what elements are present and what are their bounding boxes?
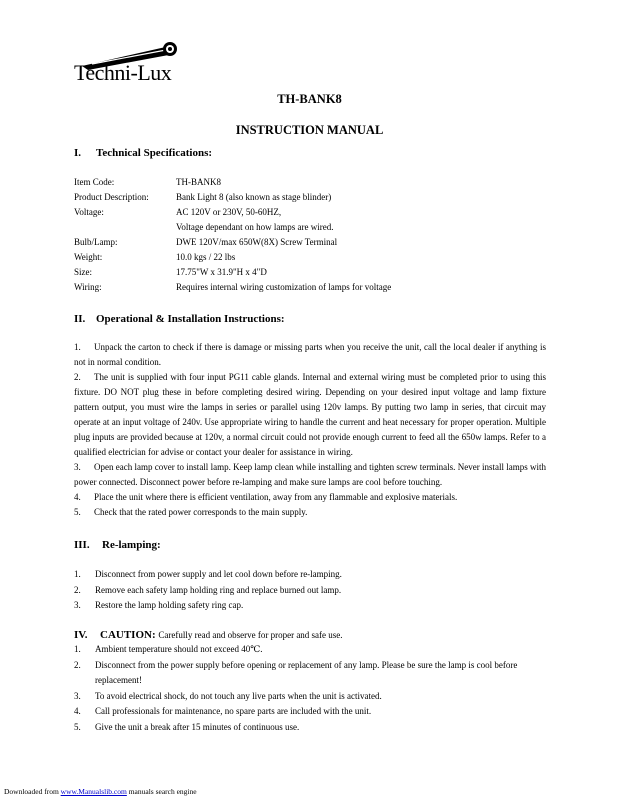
- item-text: Restore the lamp holding safety ring cap.: [95, 600, 244, 610]
- item-text: Ambient temperature should not exceed 40℃.: [95, 644, 263, 654]
- item-number: 1.: [74, 342, 81, 352]
- item-number: 5.: [74, 507, 81, 517]
- list-item: [74, 689, 546, 705]
- caution-list: [74, 642, 546, 735]
- item-text: To avoid electrical shock, do not touch any live parts when the unit is activated.: [95, 690, 382, 701]
- spec-label: Voltage:: [74, 207, 104, 217]
- list-item: [74, 598, 546, 614]
- spec-label: Weight:: [74, 252, 103, 262]
- document-title: TH-BANK8: [277, 92, 342, 106]
- spec-label: Size:: [74, 267, 92, 277]
- footer-suffix: manuals search engine: [126, 787, 197, 796]
- list-item: [74, 642, 546, 658]
- section-number: I.: [74, 147, 82, 159]
- relamping-list: [74, 567, 546, 614]
- spec-row: [74, 220, 391, 235]
- section-title: Re-lamping:: [102, 539, 161, 551]
- spec-value: TH-BANK8: [176, 177, 221, 187]
- list-item: [74, 505, 546, 520]
- item-number: 3.: [74, 600, 81, 610]
- spec-row: [74, 280, 391, 295]
- section-title: Operational & Installation Instructions:: [96, 313, 285, 325]
- list-item: [74, 583, 546, 599]
- spec-row: [74, 250, 391, 265]
- list-item: [74, 658, 546, 689]
- item-text: Place the unit where there is efficient ventilation, away from any flammable and explosive materials.: [94, 492, 458, 502]
- item-number: 1.: [74, 569, 81, 579]
- item-number: 4.: [74, 492, 81, 502]
- section-technical-specifications: [74, 147, 212, 159]
- spec-row: [74, 205, 391, 220]
- list-item: [74, 490, 546, 505]
- section-title: CAUTION:: [100, 629, 156, 641]
- spec-value: AC 120V or 230V, 50-60HZ,: [176, 207, 282, 217]
- list-item: [74, 567, 546, 583]
- spec-label: Product Description:: [74, 192, 149, 202]
- section-title: Technical Specifications:: [96, 147, 213, 159]
- item-text: Call professionals for maintenance, no spare parts are included with the unit.: [95, 706, 372, 716]
- item-number: 2.: [74, 659, 81, 670]
- section-caution: [74, 629, 343, 641]
- spec-row: [74, 235, 391, 250]
- spec-label: Wiring:: [74, 282, 102, 292]
- spec-row: [74, 175, 391, 190]
- list-item: [74, 704, 546, 720]
- spec-table: [74, 175, 391, 295]
- item-text: Disconnect from the power supply before opening or replacement of any lamp. Please be sure the lamp is cool before replacement!: [95, 659, 518, 685]
- section-relamping: [74, 539, 161, 551]
- item-number: 4.: [74, 706, 81, 716]
- footer-prefix: Downloaded from: [4, 787, 61, 796]
- item-text: Remove each safety lamp holding ring and replace burned out lamp.: [95, 584, 342, 595]
- spec-value: 10.0 kgs / 22 lbs: [176, 252, 236, 262]
- item-text: The unit is supplied with four input PG11 cable glands. Internal and external wiring must be completed prior to using this fixture. DO NOT plug these in before completing desired wiring. Depending on your desired input voltage and lamp fixture pattern output, you must wire the lamps in series or parallel using 120v lamps. By putting two lamp in series, that circuit may operate at an input voltage of 240v. Use appropriate wiring to handle the current and heat necessary for proper operation. Multiple plug inputs are provided because at 120v, a normal circuit could not provide enough current to feed all the 650w lamps. Refer to a qualified electrician for advise or contact your dealer for assistance in wiring.: [74, 372, 546, 457]
- list-item: [74, 720, 546, 736]
- item-text: Open each lamp cover to install lamp. Keep lamp clean while installing and tighten screw terminals. Never install lamps with power connected. Disconnect power before re-lamping and make sure lamps are cool before touching.: [74, 462, 546, 487]
- spec-value: DWE 120V/max 650W(8X) Screw Terminal: [176, 237, 338, 247]
- spec-value: 17.75"W x 31.9"H x 4"D: [176, 267, 267, 277]
- item-number: 3.: [74, 690, 81, 701]
- list-item: [74, 460, 546, 490]
- spec-value: Requires internal wiring customization of lamps for voltage: [176, 282, 392, 292]
- spec-value: Bank Light 8 (also known as stage blinder): [176, 192, 332, 202]
- item-number: 2.: [74, 584, 81, 595]
- section-number: III.: [74, 539, 90, 551]
- spec-row: [74, 265, 391, 280]
- item-number: 5.: [74, 721, 81, 732]
- section-number: II.: [74, 313, 86, 325]
- instructions-list: [74, 340, 546, 520]
- logo-text: Techni-Lux: [74, 60, 172, 85]
- techni-lux-logo: [74, 40, 184, 85]
- item-text: Give the unit a break after 15 minutes of continuous use.: [95, 721, 300, 732]
- section-operational-installation: [74, 313, 285, 325]
- spec-value: Voltage dependant on how lamps are wired.: [176, 222, 334, 232]
- manualslib-link[interactable]: www.Manualslib.com: [60, 787, 127, 796]
- item-text: Unpack the carton to check if there is damage or missing parts when you receive the unit, call the local dealer if anything is not in normal condition.: [74, 342, 546, 367]
- spec-label: Bulb/Lamp:: [74, 237, 118, 247]
- item-number: 2.: [74, 372, 81, 382]
- download-footer: [4, 787, 197, 796]
- item-text: Disconnect from power supply and let cool down before re-lamping.: [95, 569, 342, 579]
- item-text: Check that the rated power corresponds to the main supply.: [94, 507, 308, 517]
- item-number: 1.: [74, 644, 81, 654]
- list-item: [74, 370, 546, 460]
- caution-intro: Carefully read and observe for proper and safe use.: [158, 630, 343, 640]
- item-number: 3.: [74, 462, 81, 472]
- document-subtitle: INSTRUCTION MANUAL: [235, 123, 384, 137]
- spec-row: [74, 190, 391, 205]
- spec-label: Item Code:: [74, 177, 115, 187]
- list-item: [74, 340, 546, 370]
- section-number: IV.: [74, 629, 88, 641]
- spec-label: [74, 220, 176, 235]
